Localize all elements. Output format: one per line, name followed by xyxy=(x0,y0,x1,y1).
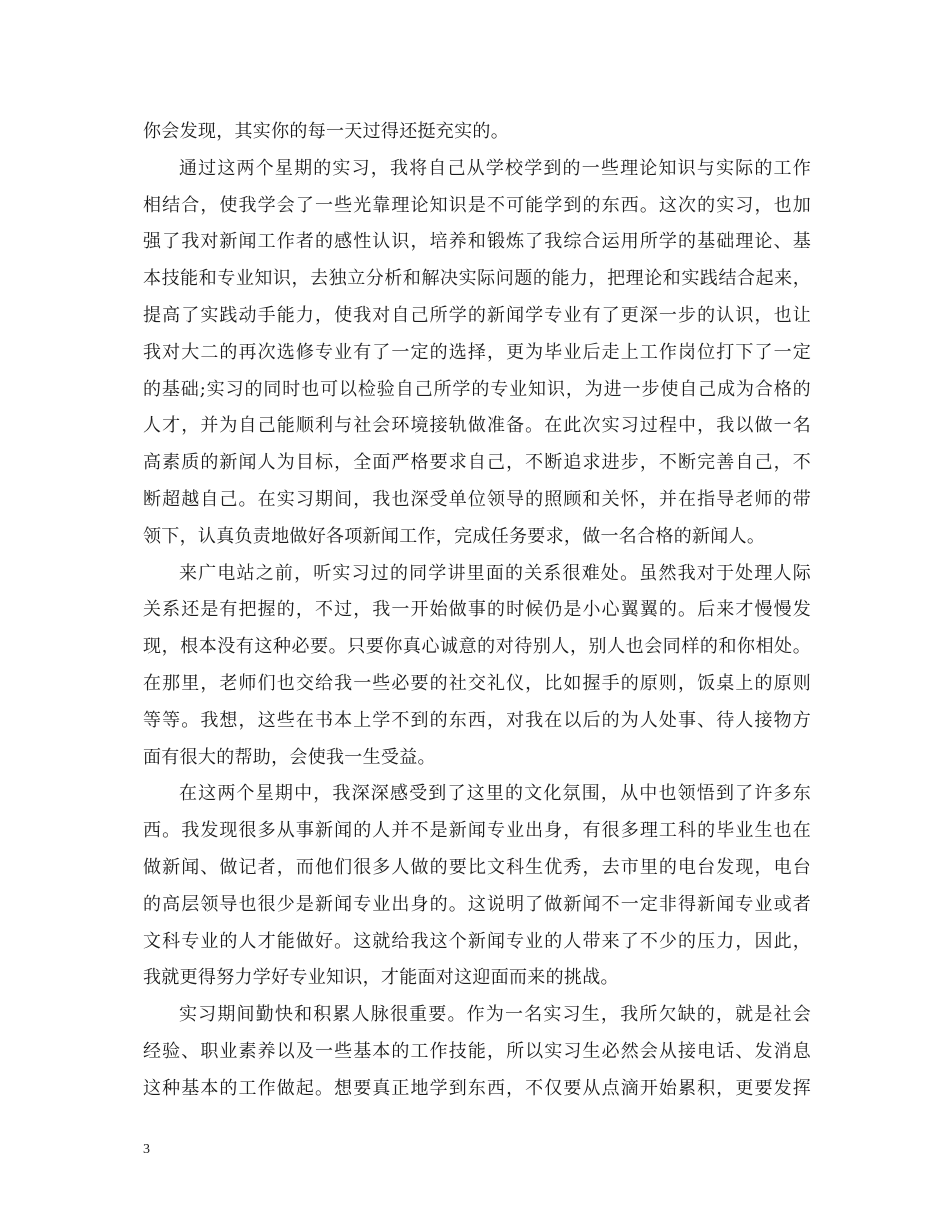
text-line: 高素质的新闻人为目标，全面严格要求自己，不断追求进步，不断完善自己，不 xyxy=(143,452,811,474)
text-line: 西。我发现很多从事新闻的人并不是新闻专业出身，有很多理工科的毕业生也在 xyxy=(143,820,811,842)
text-line: 人才，并为自己能顺利与社会环境接轨做准备。在此次实习过程中，我以做一名 xyxy=(143,415,811,437)
text-line: 断超越自己。在实习期间，我也深受单位领导的照顾和关怀，并在指导老师的带 xyxy=(143,488,811,510)
text-line: 来广电站之前，听实习过的同学讲里面的关系很难处。虽然我对于处理人际 xyxy=(179,562,811,584)
text-line: 提高了实践动手能力，使我对自己所学的新闻学专业有了更深一步的认识，也让 xyxy=(143,304,811,326)
text-line: 面有很大的帮助，会使我一生受益。 xyxy=(143,746,436,768)
text-line: 在那里，老师们也交给我一些必要的社交礼仪，比如握手的原则，饭桌上的原则 xyxy=(143,672,811,694)
text-line: 实习期间勤快和积累人脉很重要。作为一名实习生，我所欠缺的，就是社会 xyxy=(179,1004,811,1026)
text-line: 的基础;实习的同时也可以检验自己所学的专业知识，为进一步使自己成为合格的 xyxy=(143,378,811,400)
text-line: 等等。我想，这些在书本上学不到的东西，对我在以后的为人处事、待人接物方 xyxy=(143,709,811,731)
text-line: 我就更得努力学好专业知识，才能面对这迎面而来的挑战。 xyxy=(143,967,619,989)
text-line: 经验、职业素养以及一些基本的工作技能，所以实习生必然会从接电话、发消息 xyxy=(143,1040,811,1062)
text-line: 关系还是有把握的，不过，我一开始做事的时候仍是小心翼翼的。后来才慢慢发 xyxy=(143,599,811,621)
text-line: 现，根本没有这种必要。只要你真心诚意的对待别人，别人也会同样的和你相处。 xyxy=(143,636,811,658)
page-number: 3 xyxy=(143,1142,150,1157)
text-line: 领下，认真负责地做好各项新闻工作，完成任务要求，做一名合格的新闻人。 xyxy=(143,525,766,547)
text-line: 在这两个星期中，我深深感受到了这里的文化氛围，从中也领悟到了许多东 xyxy=(179,783,811,805)
text-line: 做新闻、做记者，而他们很多人做的要比文科生优秀，去市里的电台发现，电台 xyxy=(143,856,811,878)
text-line: 这种基本的工作做起。想要真正地学到东西，不仅要从点滴开始累积，更要发挥 xyxy=(143,1077,811,1099)
text-line: 本技能和专业知识，去独立分析和解决实际问题的能力，把理论和实践结合起来， xyxy=(143,268,811,290)
text-line: 我对大二的再次选修专业有了一定的选择，更为毕业后走上工作岗位打下了一定 xyxy=(143,341,811,363)
text-line: 相结合，使我学会了一些光靠理论知识是不可能学到的东西。这次的实习，也加 xyxy=(143,194,811,216)
text-line: 你会发现，其实你的每一天过得还挺充实的。 xyxy=(143,121,509,142)
text-line: 强了我对新闻工作者的感性认识，培养和锻炼了我综合运用所学的基础理论、基 xyxy=(143,231,811,253)
body-text xyxy=(143,114,811,1108)
text-line: 文科专业的人才能做好。这就给我这个新闻专业的人带来了不少的压力，因此， xyxy=(143,930,811,952)
text-line: 的高层领导也很少是新闻专业出身的。这说明了做新闻不一定非得新闻专业或者 xyxy=(143,893,811,915)
text-line: 通过这两个星期的实习，我将自己从学校学到的一些理论知识与实际的工作 xyxy=(179,157,811,179)
